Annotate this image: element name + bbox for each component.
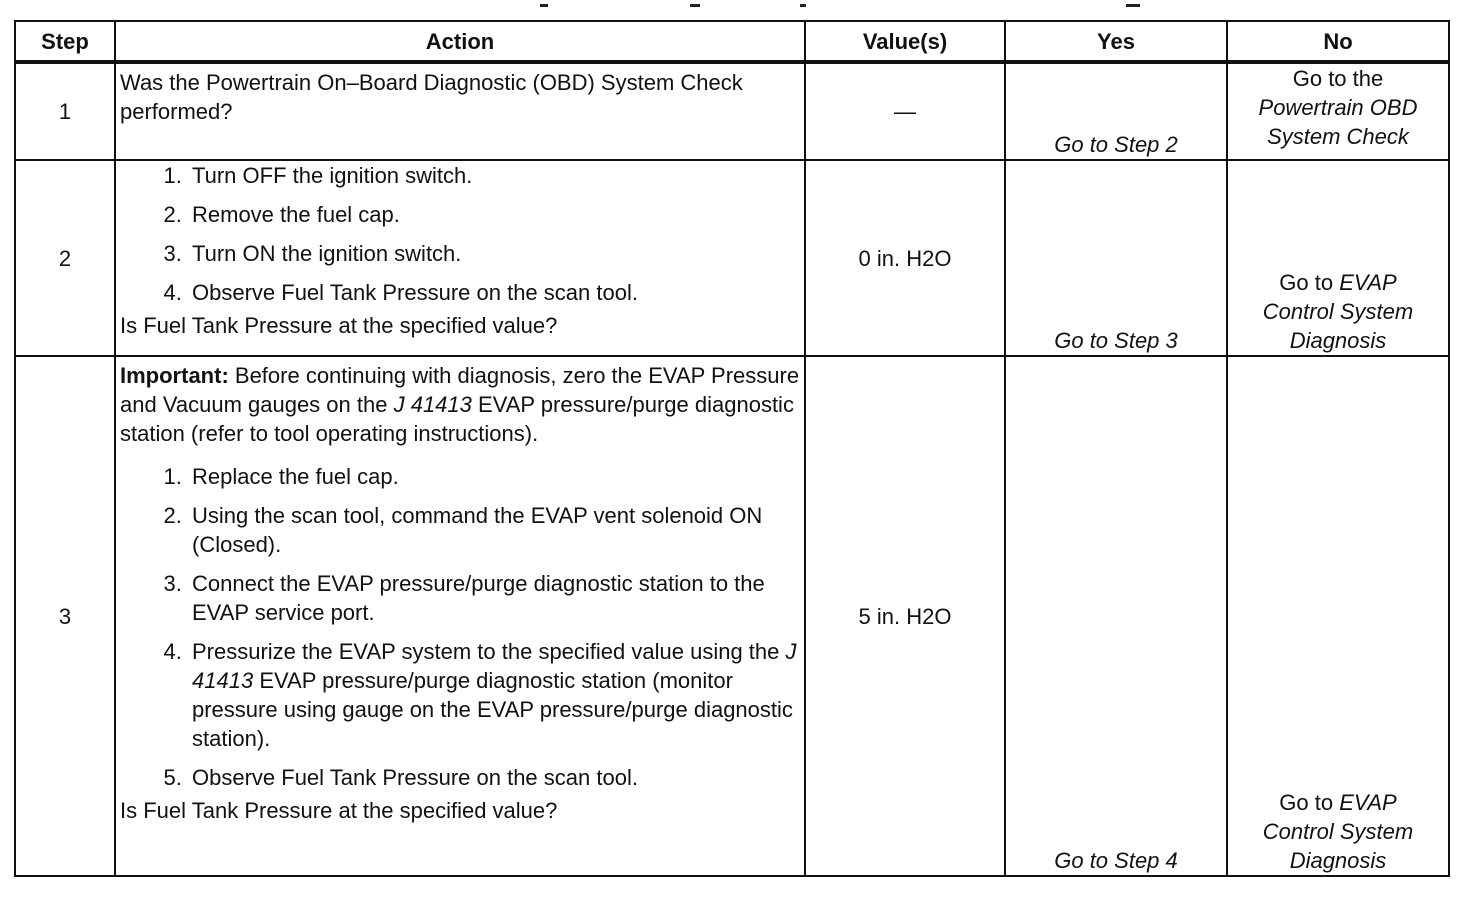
important-text: EVAP pressure/purge diagnostic station (refer to tool operating instructions). (120, 392, 794, 446)
no-line-1 (1232, 788, 1444, 817)
no-prefix: Go to the (1292, 66, 1384, 91)
yes-link[interactable]: Go to Step 4 (1005, 356, 1227, 876)
tool-number: J 41413 (192, 639, 797, 693)
action-question: Is Fuel Tank Pressure at the specified value? (120, 798, 558, 823)
important-note (120, 357, 800, 448)
action-steps-list (120, 161, 800, 307)
scan-artifact (540, 4, 548, 7)
list-item-text: Pressurize the EVAP system to the specified value using the (192, 639, 780, 664)
no-link[interactable]: Powertrain OBD System Check (1258, 95, 1418, 149)
table-row (15, 62, 1449, 160)
step-number: 1 (15, 62, 115, 160)
list-item: 3. Turn ON the ignition switch. (188, 239, 800, 268)
no-cell (1227, 62, 1449, 160)
list-item: 5. Observe Fuel Tank Pressure on the scan tool. (188, 763, 800, 792)
tool-number: J 41413 (393, 392, 472, 417)
table-header-row (15, 21, 1449, 62)
no-prefix: Go to (1279, 270, 1334, 295)
value-cell: 5 in. H2O (805, 356, 1005, 876)
action-cell (115, 356, 805, 876)
no-cell (1227, 356, 1449, 876)
step-number: 2 (15, 160, 115, 356)
action-cell (115, 62, 805, 160)
scan-artifact (800, 4, 806, 7)
list-item-text: EVAP pressure/purge diagnostic station (monitor pressure using gauge on the EVAP pressure/purge diagnostic station). (192, 668, 793, 751)
no-line-1 (1232, 268, 1444, 297)
important-label: Important: (120, 363, 229, 388)
value-cell: — (805, 62, 1005, 160)
no-link[interactable]: EVAP (1339, 790, 1397, 815)
list-item: 2. Using the scan tool, command the EVAP vent solenoid ON (Closed). (188, 501, 800, 559)
no-link[interactable]: EVAP (1339, 270, 1397, 295)
header-no: No (1227, 21, 1449, 62)
list-item (188, 637, 800, 753)
list-item: 1. Replace the fuel cap. (188, 462, 800, 491)
header-action: Action (115, 21, 805, 62)
header-yes: Yes (1005, 21, 1227, 62)
list-item: 4. Observe Fuel Tank Pressure on the scan tool. (188, 278, 800, 307)
action-question: Was the Powertrain On–Board Diagnostic (OBD) System Check performed? (120, 70, 743, 124)
no-link[interactable]: Control System Diagnosis (1262, 819, 1414, 873)
list-item: 3. Connect the EVAP pressure/purge diagnostic station to the EVAP service port. (188, 569, 800, 627)
no-prefix: Go to (1279, 790, 1334, 815)
scan-artifact (1126, 4, 1140, 7)
action-question: Is Fuel Tank Pressure at the specified value? (120, 313, 558, 338)
table-row (15, 356, 1449, 876)
important-text: Before continuing with diagnosis, zero the EVAP Pressure and Vacuum gauges on the (120, 363, 800, 417)
action-steps-list (120, 462, 800, 792)
list-item: 1. Turn OFF the ignition switch. (188, 161, 800, 190)
diagnostic-table (14, 20, 1450, 877)
table-row (15, 160, 1449, 356)
yes-link[interactable]: Go to Step 2 (1005, 62, 1227, 160)
scan-artifact (690, 4, 700, 7)
action-cell (115, 160, 805, 356)
value-cell: 0 in. H2O (805, 160, 1005, 356)
no-link[interactable]: Control System Diagnosis (1262, 299, 1414, 353)
header-step: Step (15, 21, 115, 62)
step-number: 3 (15, 356, 115, 876)
header-values: Value(s) (805, 21, 1005, 62)
no-cell (1227, 160, 1449, 356)
list-item: 2. Remove the fuel cap. (188, 200, 800, 229)
yes-link[interactable]: Go to Step 3 (1005, 160, 1227, 356)
